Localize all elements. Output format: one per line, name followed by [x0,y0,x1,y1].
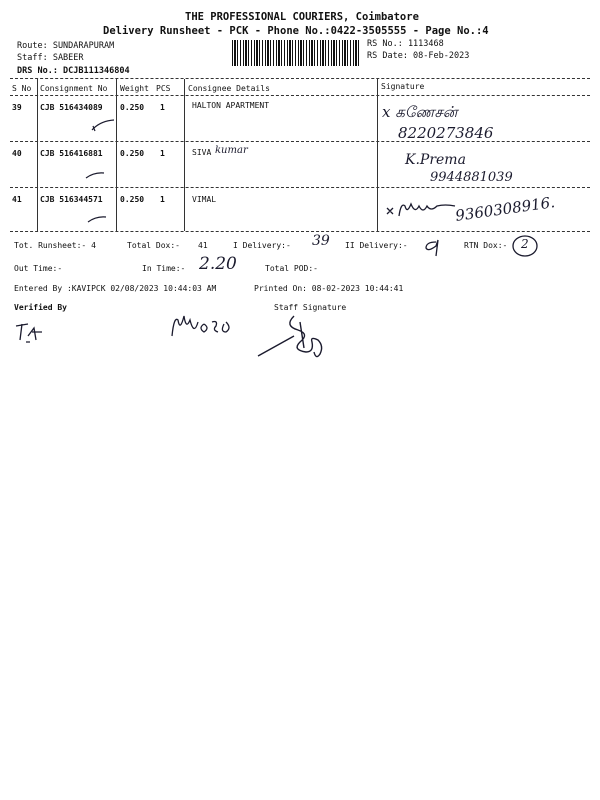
tick-mark [86,214,116,226]
row-pcs: 1 [160,149,165,158]
staff-signature [254,312,344,362]
rs-number: RS No.: 1113468 [367,39,444,49]
total-dox-value: 41 [198,241,208,250]
row-sno: 39 [12,103,22,112]
entered-by: Entered By :KAVIPCK 02/08/2023 10:44:03 AM [14,284,217,293]
i-delivery-value: 39 [312,233,330,249]
col-header-pcs: PCS [156,84,171,93]
col-header-consignment: Consignment No [40,84,108,93]
row-weight: 0.250 [120,149,145,158]
in-time-label: In Time:- [142,264,186,273]
route-label: Route: SUNDARAPURAM [17,41,115,51]
row-consignee: VIMAL [192,195,217,204]
row-pcs: 1 [160,103,165,112]
ii-delivery-label: II Delivery:- [345,241,408,250]
col-divider [116,79,117,231]
tot-runsheet: Tot. Runsheet:- 4 [14,241,96,250]
verifier-initials-signature [12,318,52,348]
staff-signature-label: Staff Signature [274,303,347,312]
total-dox-label: Total Dox:- [127,241,180,250]
rs-date: RS Date: 08-Feb-2023 [367,51,470,61]
verifier-signature [168,308,248,344]
header-bottom-rule [10,95,590,96]
row-consignment: CJB 516416881 [40,149,103,158]
rtn-dox-value: 2 [521,237,529,251]
table-top-rule [10,78,590,79]
row-consignment: CJB 516434089 [40,103,103,112]
row-weight: 0.250 [120,103,145,112]
handwritten-signature [385,198,465,222]
table-bottom-rule [10,231,590,232]
col-header-signature: Signature [381,82,425,91]
total-pod-label: Total POD:- [265,264,318,273]
row-pcs: 1 [160,195,165,204]
row-sno: 40 [12,149,22,158]
row-weight: 0.250 [120,195,145,204]
signature-phone: 9944881039 [430,170,513,185]
verified-by-label: Verified By [14,303,67,312]
i-delivery-label: I Delivery:- [233,241,291,250]
company-title: THE PROFESSIONAL COURIERS, Coimbatore [185,11,419,23]
row-rule [10,187,590,188]
signature-phone: 8220273846 [398,124,494,142]
col-header-sno: S No [12,84,32,93]
signature-name: x கணேசன் [382,103,458,121]
runsheet-title: Delivery Runsheet - PCK - Phone No.:0422-3505555 - Page No.:4 [103,25,489,37]
row-consignee: HALTON APARTMENT [192,101,270,110]
barcode [232,40,360,66]
col-header-consignee: Consignee Details [188,84,270,93]
staff-label: Staff: SABEER [17,53,84,63]
signature-phone: 9360308916. [454,193,556,225]
printed-on: Printed On: 08-02-2023 10:44:41 [254,284,404,293]
col-divider [37,79,38,231]
drs-number: DRS No.: DCJB111346804 [17,66,130,76]
row-sno: 41 [12,195,22,204]
row-rule [10,141,590,142]
signature-name: K.Prema [405,152,466,168]
handwritten-mark [422,238,446,258]
row-consignment: CJB 516344571 [40,195,103,204]
col-divider [377,79,378,231]
rtn-dox-label: RTN Dox:- [464,241,508,250]
row-consignee: SIVA [192,148,212,157]
handwritten-consignee: kumar [215,145,248,156]
tick-mark [90,118,120,134]
col-header-weight: Weight [120,84,149,93]
in-time-value: 2.20 [199,254,237,274]
out-time-label: Out Time:- [14,264,63,273]
tick-mark [84,170,114,182]
col-divider [184,79,185,231]
